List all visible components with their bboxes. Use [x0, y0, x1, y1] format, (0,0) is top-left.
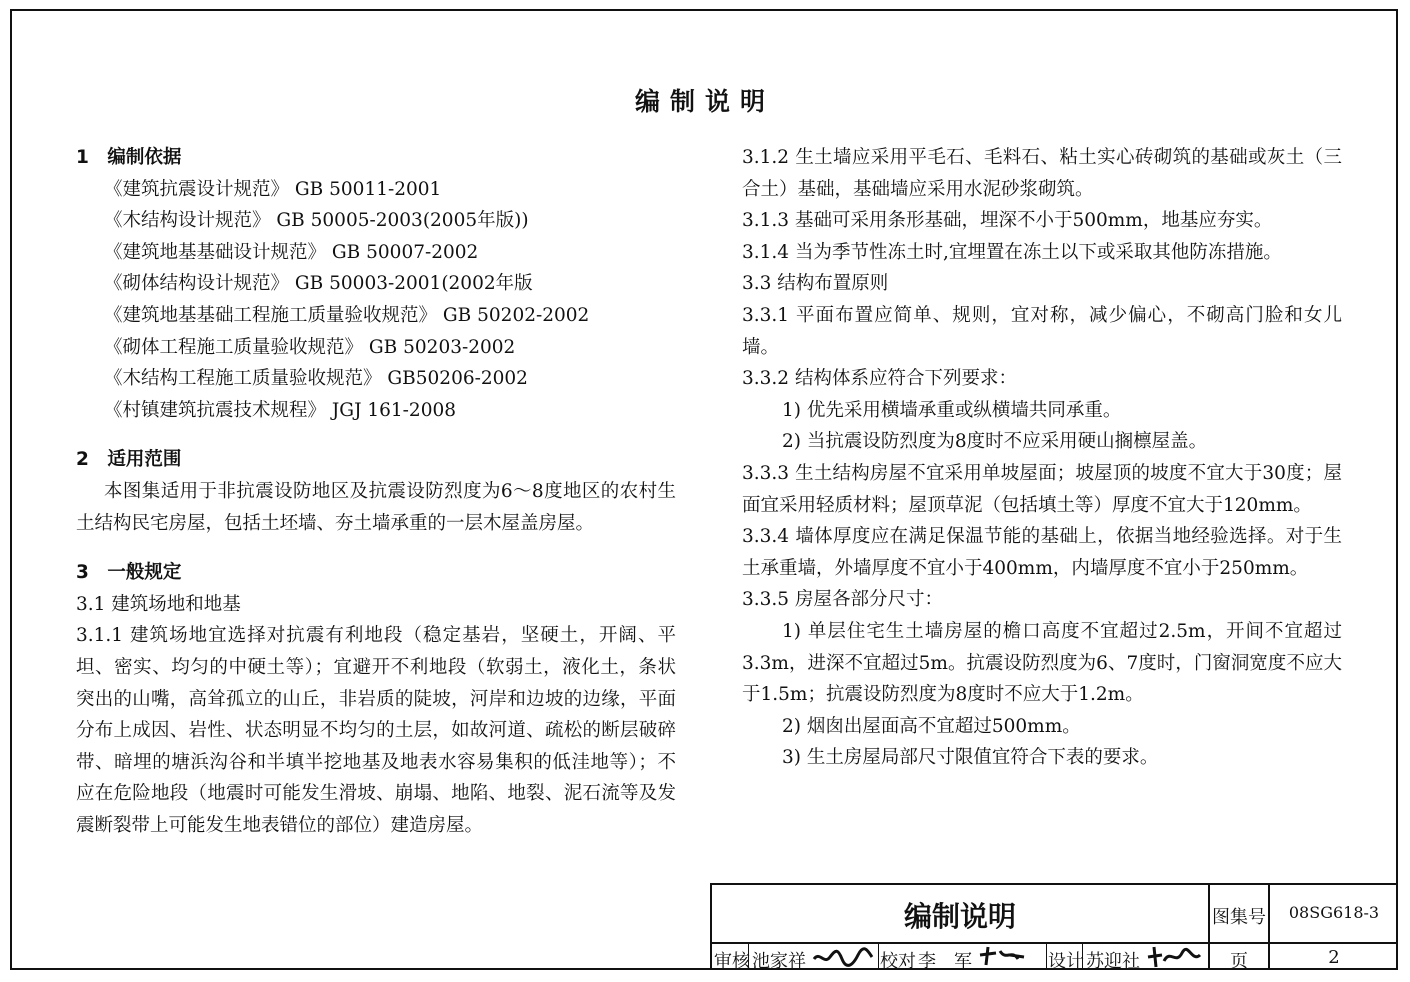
section-1-heading: 1 编制依据 — [76, 147, 182, 168]
reference-list — [76, 174, 676, 427]
clause-3-3-3: 3.3.3 生土结构房屋不宜采用单坡屋面；坡屋顶的坡度不宜大于30度；屋面宜采用轻质材料；屋顶草泥（包括填土等）厚度不宜大于120mm。 — [742, 462, 1342, 516]
title-block-divider — [712, 942, 1398, 944]
scope-paragraph: 本图集适用于非抗震设防地区及抗震设防烈度为6～8度地区的农村生土结构民宅房屋，包括土坯墙、夯土墙承重的一层木屋盖房屋。 — [76, 480, 676, 534]
clause-3-1-3: 3.1.3 基础可采用条形基础，埋深不小于500mm，地基应夯实。 — [742, 210, 1273, 232]
reference-item: 《砌体工程施工质量验收规范》 GB 50203-2002 — [104, 336, 516, 358]
clause-3-1-2: 3.1.2 生土墙应采用平毛石、毛料石、粘土实心砖砌筑的基础或灰土（三合土）基础，基础墙应采用水泥砂浆砌筑。 — [742, 147, 1342, 200]
checker-name: 李 军 — [918, 951, 972, 972]
reference-item: 《砌体结构设计规范》 GB 50003-2001(2002年版 — [104, 273, 533, 295]
right-column — [742, 142, 1342, 774]
title-block-divider — [878, 944, 879, 970]
page-title: 编制说明 — [634, 87, 775, 116]
clause-3-3-5-item-3: 3) 生土房屋局部尺寸限值宜符合下表的要求。 — [782, 747, 1159, 769]
subsection-3-3-heading: 3.3 结构布置原则 — [742, 273, 889, 295]
reference-item: 《木结构工程施工质量验收规范》 GB50206-2002 — [104, 368, 528, 390]
reference-item: 《建筑抗震设计规范》 GB 50011-2001 — [104, 178, 442, 200]
review-label: 审核 — [714, 951, 750, 972]
clause-3-3-5: 3.3.5 房屋各部分尺寸： — [742, 589, 943, 611]
atlas-number-label: 图集号 — [1212, 907, 1266, 928]
clause-3-3-2-item-2: 2) 当抗震设防烈度为8度时不应采用硬山搁檩屋盖。 — [782, 431, 1208, 453]
title-block-divider — [1046, 944, 1047, 970]
reference-item: 《建筑地基基础工程施工质量验收规范》 GB 50202-2002 — [104, 304, 590, 326]
design-label: 设计 — [1048, 951, 1084, 972]
clause-3-3-2-item-1: 1) 优先采用横墙承重或纵横墙共同承重。 — [782, 399, 1122, 421]
designer-name: 苏迎社 — [1086, 951, 1140, 972]
section-2-heading: 2 适用范围 — [76, 449, 182, 471]
designer-signature — [1144, 945, 1204, 969]
reviewer-signature — [812, 945, 874, 969]
clause-3-3-4: 3.3.4 墙体厚度应在满足保温节能的基础上，依据当地经验选择。对于生土承重墙，外墙厚度不宜小于400mm，内墙厚度不宜小于250mm。 — [742, 526, 1342, 579]
title-block-title: 编制说明 — [903, 900, 1016, 933]
title-block — [710, 883, 1398, 970]
clause-3-1-4: 3.1.4 当为季节性冻土时,宜埋置在冻土以下或采取其他防冻措施。 — [742, 241, 1282, 263]
page-label: 页 — [1230, 951, 1248, 972]
reference-item: 《木结构设计规范》 GB 50005-2003(2005年版)) — [104, 210, 529, 232]
clause-3-3-1: 3.3.1 平面布置应简单、规则，宜对称，减少偏心，不砌高门脸和女儿墙。 — [742, 304, 1342, 358]
clause-3-1-1: 3.1.1 建筑场地宜选择对抗震有利地段（稳定基岩，坚硬土，开阔、平坦、密实、均匀的中硬土等）；宜避开不利地段（软弱土，液化土，条状突出的山嘴，高耸孤立的山丘，非岩质的陡坡，河岸和边坡的边缘，平面分布上成因、岩性、状态明显不均匀的土层，如故河道、疏松的断层破碎带、暗埋的塘浜沟谷和半填半挖地基及地表水容易集积的低洼地等）；不应在危险地段（地震时可能发生滑坡、崩塌、地陷、地裂、泥石流等及发震断裂带上可能发生地表错位的部位）建造房屋。 — [76, 625, 676, 836]
left-column — [76, 142, 676, 841]
clause-3-3-2: 3.3.2 结构体系应符合下列要求： — [742, 368, 1017, 390]
section-3-heading: 3 一般规定 — [76, 562, 182, 584]
clause-3-3-5-item-1: 1) 单层住宅生土墙房屋的檐口高度不宜超过2.5m，开间不宜超过3.3m，进深不宜超过5m。抗震设防烈度为6、7度时，门窗洞宽度不应大于1.5m；抗震设防烈度为8度时不应大于1.2m。 — [742, 620, 1342, 706]
check-label: 校对 — [880, 951, 916, 972]
atlas-number: 08SG618-3 — [1288, 903, 1380, 922]
reference-item: 《村镇建筑抗震技术规程》 JGJ 161-2008 — [104, 399, 457, 421]
reviewer-name: 池家祥 — [752, 951, 806, 972]
page-number: 2 — [1328, 947, 1340, 968]
clause-3-3-5-item-2: 2) 烟囱出屋面高不宜超过500mm。 — [782, 715, 1081, 737]
checker-signature — [976, 945, 1028, 969]
subsection-3-1-heading: 3.1 建筑场地和地基 — [76, 593, 241, 615]
reference-item: 《建筑地基基础设计规范》 GB 50007-2002 — [104, 241, 479, 263]
